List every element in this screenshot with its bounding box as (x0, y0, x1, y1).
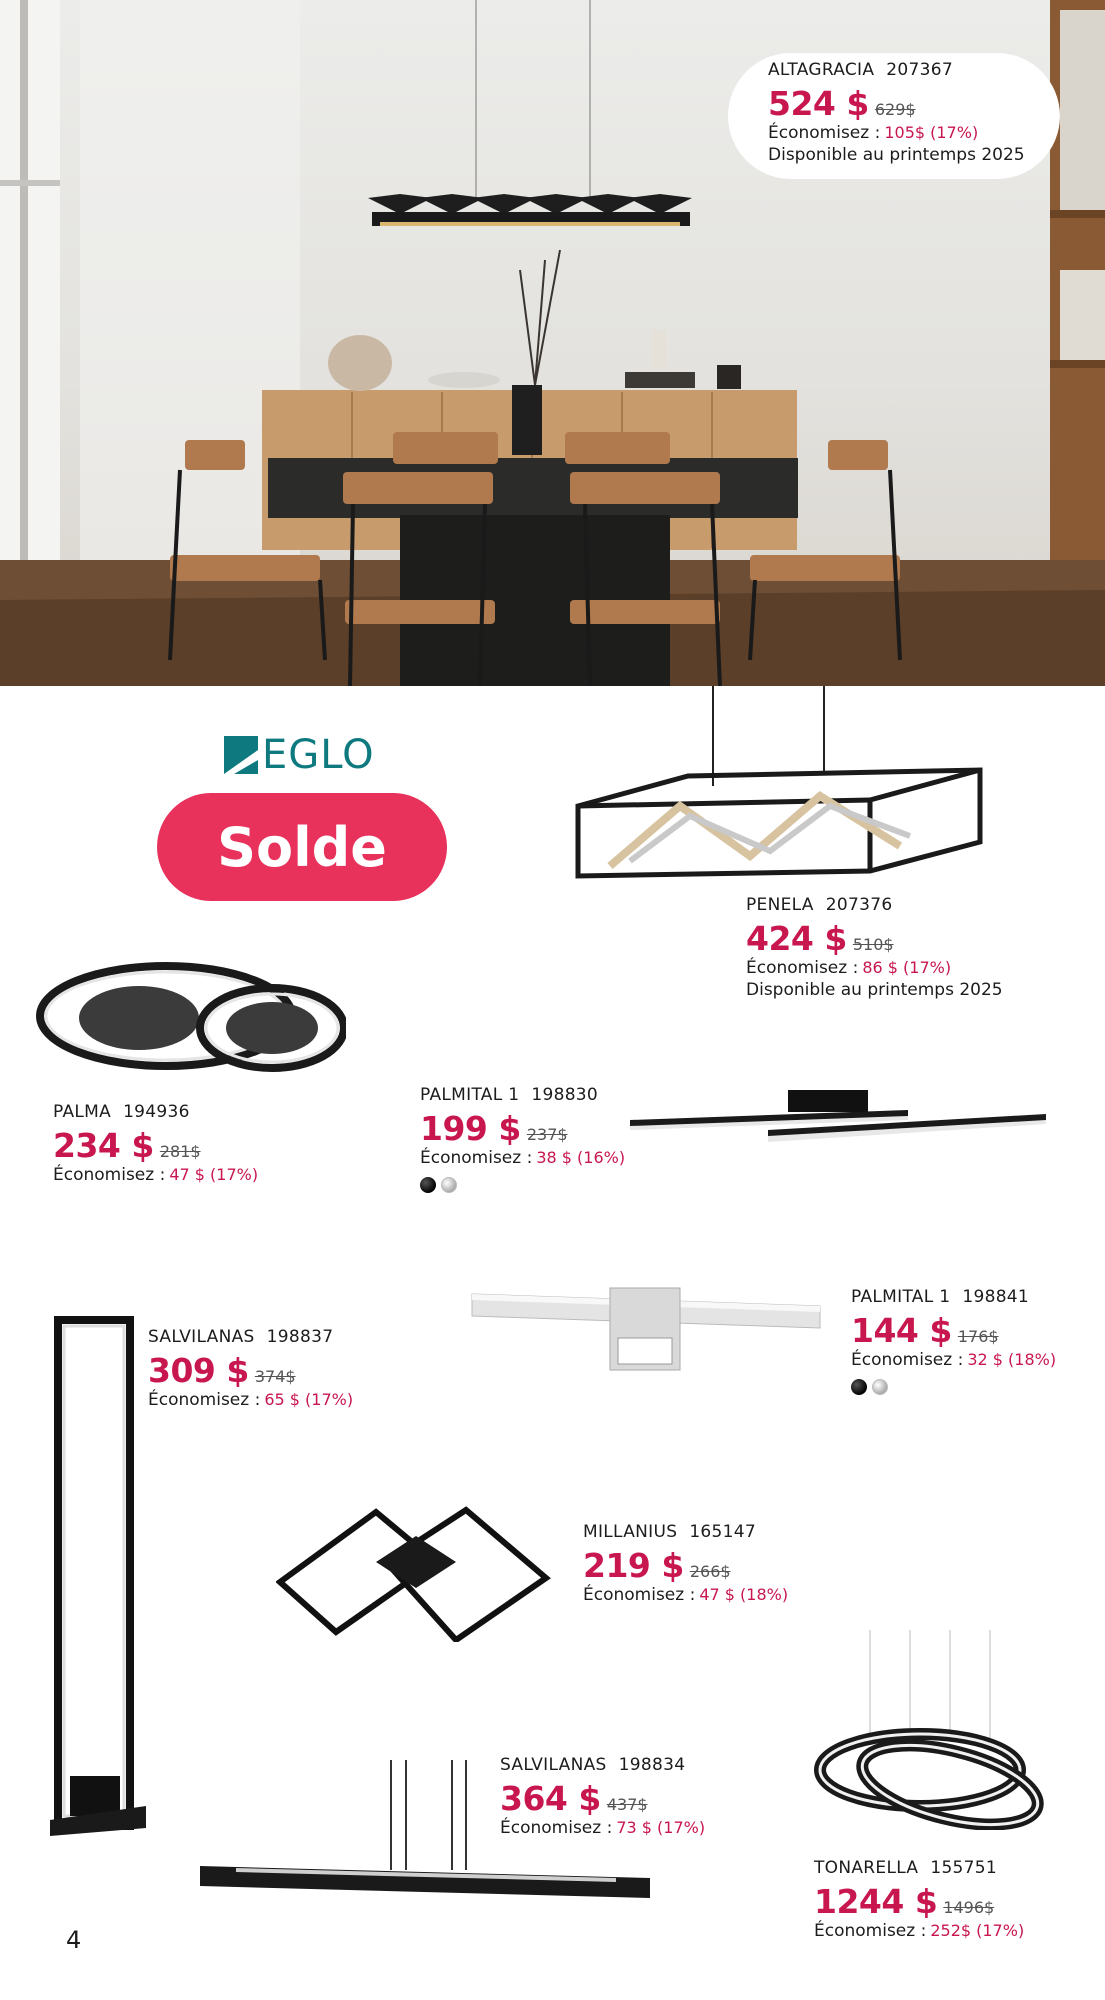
save-label: Économisez : (814, 1921, 927, 1942)
penela-lamp-image (570, 686, 990, 886)
save-label: Économisez : (768, 123, 881, 144)
salvilanas-198834-info (500, 1756, 705, 1839)
save-amount: 86 $ (17%) (862, 958, 952, 978)
logo-text: EGLO (262, 732, 375, 778)
save-label: Économisez : (148, 1390, 261, 1411)
product-name: MILLANIUS (583, 1522, 678, 1542)
product-name: SALVILANAS (500, 1755, 607, 1775)
eglo-logo-icon (224, 736, 258, 774)
product-code: 198834 (618, 1755, 686, 1775)
old-price: 281$ (159, 1141, 201, 1161)
page-number: 4 (66, 1926, 82, 1954)
eglo-logo (224, 732, 375, 778)
availability: Disponible au printemps 2025 (746, 980, 1003, 1001)
millanius-lamp-image (276, 1502, 556, 1642)
hero-photo (0, 0, 1105, 686)
palmital-198830-lamp-image (628, 1086, 1048, 1146)
product-name: PENELA (746, 895, 814, 915)
product-price: 219 $ (583, 1545, 684, 1585)
old-price: 437$ (606, 1794, 648, 1814)
tonarella-lamp-image (810, 1630, 1060, 1830)
save-amount: 47 $ (17%) (169, 1165, 259, 1185)
save-amount: 105$ (17%) (884, 123, 979, 143)
save-label: Économisez : (746, 958, 859, 979)
sale-badge: Solde (157, 793, 447, 901)
save-label: Économisez : (53, 1165, 166, 1186)
save-amount: 38 $ (16%) (536, 1148, 626, 1168)
product-code: 198837 (266, 1327, 334, 1347)
save-amount: 252$ (17%) (930, 1921, 1025, 1941)
product-code: 194936 (123, 1102, 190, 1122)
product-name: PALMITAL 1 (420, 1085, 520, 1105)
millanius-info (583, 1523, 788, 1606)
product-price: 309 $ (148, 1350, 249, 1390)
palma-info (53, 1103, 258, 1186)
old-price: 629$ (874, 99, 916, 119)
product-code: 207367 (886, 60, 953, 80)
black-finish-swatch[interactable] (420, 1177, 436, 1193)
old-price: 176$ (957, 1326, 999, 1346)
tonarella-info (814, 1859, 1024, 1942)
product-name: SALVILANAS (148, 1327, 255, 1347)
save-label: Économisez : (500, 1818, 613, 1839)
old-price: 237$ (526, 1124, 568, 1144)
old-price: 266$ (689, 1561, 731, 1581)
product-code: 198830 (531, 1085, 599, 1105)
old-price: 510$ (852, 934, 894, 954)
save-label: Économisez : (851, 1350, 964, 1371)
product-code: 155751 (930, 1858, 998, 1878)
product-code: 198841 (962, 1287, 1030, 1307)
product-price: 1244 $ (814, 1881, 938, 1921)
product-name: ALTAGRACIA (768, 60, 875, 80)
old-price: 1496$ (943, 1897, 995, 1917)
save-amount: 32 $ (18%) (967, 1350, 1057, 1370)
palmital-198841-lamp-image (470, 1286, 825, 1376)
product-price: 199 $ (420, 1108, 521, 1148)
salvilanas-floor-lamp-image (50, 1316, 150, 1836)
product-name: PALMITAL 1 (851, 1287, 951, 1307)
save-label: Économisez : (420, 1148, 533, 1169)
old-price: 374$ (254, 1366, 296, 1386)
product-code: 207376 (825, 895, 893, 915)
palma-lamp-image (36, 960, 346, 1085)
palmital-198830-info (420, 1086, 625, 1197)
salvilanas-198837-info (148, 1328, 353, 1411)
save-label: Économisez : (583, 1585, 696, 1606)
product-price: 364 $ (500, 1778, 601, 1818)
product-price: 144 $ (851, 1310, 952, 1350)
product-code: 165147 (689, 1522, 757, 1542)
chrome-finish-swatch[interactable] (872, 1379, 888, 1395)
save-amount: 65 $ (17%) (264, 1390, 354, 1410)
black-finish-swatch[interactable] (851, 1379, 867, 1395)
product-name: TONARELLA (814, 1858, 919, 1878)
save-amount: 47 $ (18%) (699, 1585, 789, 1605)
chrome-finish-swatch[interactable] (441, 1177, 457, 1193)
product-price: 234 $ (53, 1125, 154, 1165)
palmital-198841-info (851, 1288, 1056, 1399)
product-price: 424 $ (746, 918, 847, 958)
save-amount: 73 $ (17%) (616, 1818, 706, 1838)
penela-info (746, 896, 1003, 1001)
product-price: 524 $ (768, 83, 869, 123)
altagracia-price-bubble (728, 53, 1060, 179)
product-name: PALMA (53, 1102, 112, 1122)
availability: Disponible au printemps 2025 (768, 145, 1025, 166)
